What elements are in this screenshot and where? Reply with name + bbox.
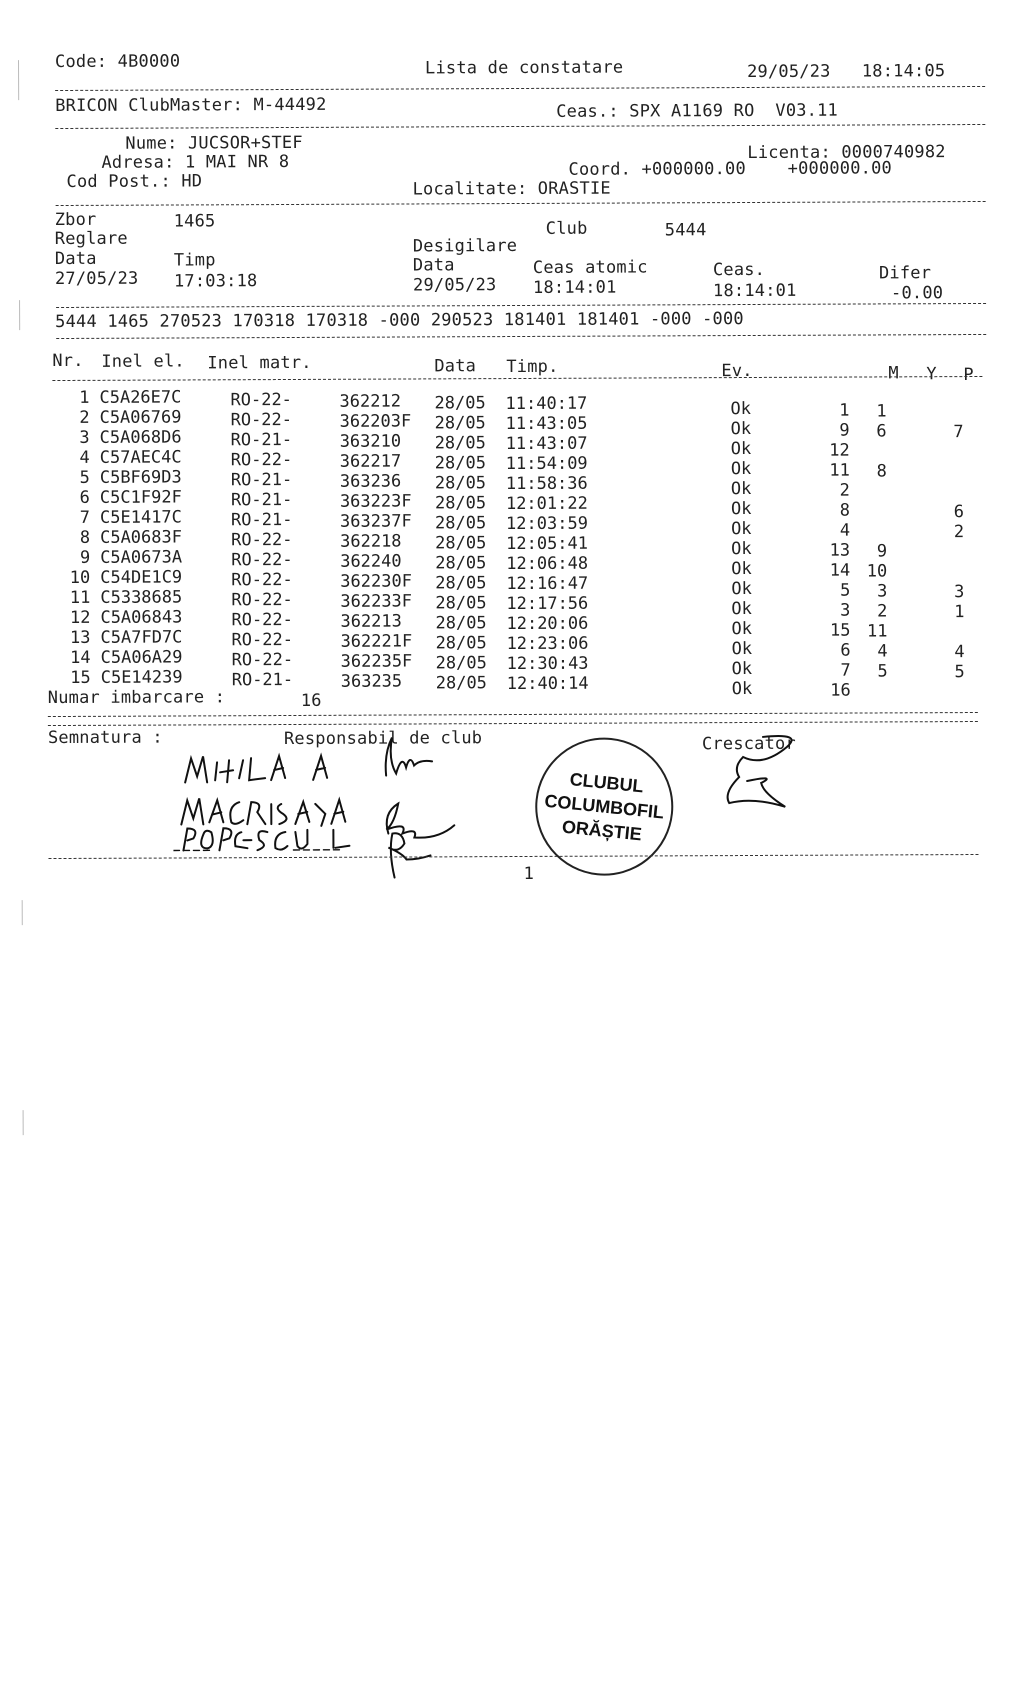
page-number: 1 <box>523 863 535 884</box>
desigilare-label: Desigilare <box>412 236 518 257</box>
locality: Localitate: ORASTIE <box>412 178 611 200</box>
scan-mark <box>22 900 23 925</box>
license-number: Licenta: 0000740982 <box>747 142 946 164</box>
col-header-ev: Ev. <box>721 360 753 382</box>
zbor-label: Zbor <box>54 209 97 231</box>
divider <box>56 334 986 339</box>
summary-line: 5444 1465 270523 170318 170318 -000 290523 181401 181401 -000 -000 <box>55 309 744 333</box>
clock-id: Ceas.: SPX A1169 RO V03.11 <box>556 100 839 122</box>
scan-mark <box>23 1110 24 1135</box>
document-title: Lista de constatare <box>424 57 624 79</box>
desigilare-data: 29/05/23 <box>412 275 497 296</box>
col-header-y: Y <box>926 364 937 385</box>
col-header-m: M <box>888 363 899 384</box>
divider <box>56 201 986 206</box>
responsabil-label: Responsabil de club <box>283 728 483 750</box>
scan-mark <box>19 300 20 330</box>
scan-mark <box>18 60 19 100</box>
breeder-signature <box>703 727 813 817</box>
col-header-inel-el: Inel el. <box>101 351 185 372</box>
owner-address: Adresa: 1 MAI NR 8 <box>101 152 290 173</box>
col-header-timp: Timp. <box>506 356 559 378</box>
code-label: Code: 4B0000 <box>54 51 181 73</box>
divider <box>48 721 978 726</box>
crescator-label: Crescator <box>701 733 796 755</box>
ceas-atomic-label: Ceas atomic <box>532 257 648 278</box>
col-header-nr: Nr. <box>52 350 84 372</box>
clubmaster-id: BRICON ClubMaster: M-44492 <box>55 94 327 117</box>
desigilare-data-label: Data <box>412 255 455 276</box>
numar-imbarcare-value: 16 <box>300 690 322 711</box>
print-datetime: 29/05/23 18:14:05 <box>747 61 946 83</box>
club-stamp: CLUBUL COLUMBOFIL ORĂȘTIE <box>529 731 680 882</box>
col-header-p: P <box>963 365 974 386</box>
numar-imbarcare-label: Numar imbarcare : <box>47 687 226 709</box>
owner-postcode: Cod Post.: HD <box>66 171 203 192</box>
divider <box>55 86 985 91</box>
col-header-data: Data <box>434 356 477 377</box>
club-label: Club <box>545 218 588 239</box>
handwritten-names <box>173 744 374 865</box>
ceas-label: Ceas. <box>712 259 766 281</box>
semnatura-label: Semnatura : <box>47 727 163 749</box>
difer-label: Difer <box>878 263 932 284</box>
reglare-data-label: Data <box>54 248 97 270</box>
reglare-label: Reglare <box>54 228 128 250</box>
reglare-timp: 17:03:18 <box>173 271 258 292</box>
difer-value: -0.00 <box>890 283 944 304</box>
ceas-value: 18:14:01 <box>712 280 797 302</box>
coordinates: Coord. +000000.00 +000000.00 <box>568 158 893 180</box>
divider <box>48 712 978 717</box>
divider <box>56 303 986 308</box>
club-value: 5444 <box>664 220 707 241</box>
reglare-data: 27/05/23 <box>54 268 139 290</box>
owner-name: Nume: JUCSOR+STEF <box>125 132 303 154</box>
divider <box>55 124 985 129</box>
col-header-inel-matr: Inel matr. <box>207 352 312 374</box>
zbor-value: 1465 <box>173 211 216 232</box>
ceas-atomic-value: 18:14:01 <box>532 277 617 298</box>
reglare-timp-label: Timp <box>173 250 216 271</box>
